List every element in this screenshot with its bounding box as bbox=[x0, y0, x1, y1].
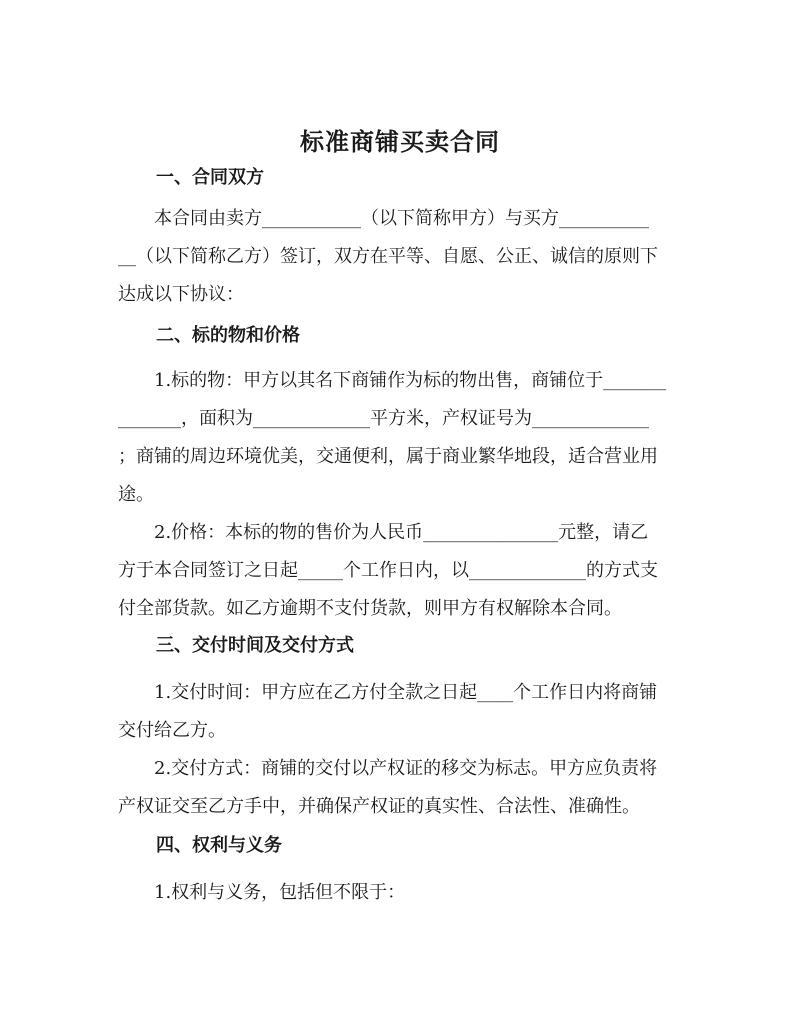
paragraph-line: 交付给乙方。 bbox=[118, 720, 226, 741]
paragraph-line: 达成以下协议： bbox=[118, 284, 244, 305]
paragraph-line: 本合同由卖方___________（以下简称甲方）与买方__________ bbox=[118, 208, 649, 229]
document-title: 标准商铺买卖合同 bbox=[300, 127, 500, 156]
paragraph-line: 2.价格：本标的物的售价为人民币_______________元整，请乙 bbox=[118, 522, 649, 543]
paragraph-line: 2.交付方式：商铺的交付以产权证的移交为标志。甲方应负责将 bbox=[118, 758, 658, 779]
paragraph-line: 付全部货款。如乙方逾期不支付货款，则甲方有权解除本合同。 bbox=[118, 598, 622, 619]
section-heading-rights: 四、权利与义务 bbox=[156, 835, 282, 856]
paragraph-line: 1.交付时间：甲方应在乙方付全款之日起____个工作日内将商铺 bbox=[118, 682, 658, 703]
paragraph-line: ；商铺的周边环境优美，交通便利，属于商业繁华地段，适合营业用 bbox=[118, 446, 658, 467]
paragraph-line: 产权证交至乙方手中，并确保产权证的真实性、合法性、准确性。 bbox=[118, 796, 640, 817]
paragraph-line: 1.权利与义务，包括但不限于： bbox=[118, 882, 406, 903]
paragraph-line: _______，面积为_____________平方米，产权证号为_____________ bbox=[118, 408, 649, 429]
section-heading-parties: 一、合同双方 bbox=[156, 167, 264, 188]
paragraph-line: 途。 bbox=[118, 484, 154, 505]
section-heading-subject-price: 二、标的物和价格 bbox=[156, 325, 300, 346]
paragraph-line: 方于本合同签订之日起_____个工作日内，以_____________的方式支 bbox=[118, 560, 658, 581]
paragraph-line: __（以下简称乙方）签订，双方在平等、自愿、公正、诚信的原则下 bbox=[118, 246, 658, 267]
paragraph-line: 1.标的物：甲方以其名下商铺作为标的物出售，商铺位于_______ bbox=[118, 370, 667, 391]
section-heading-delivery: 三、交付时间及交付方式 bbox=[156, 635, 354, 656]
